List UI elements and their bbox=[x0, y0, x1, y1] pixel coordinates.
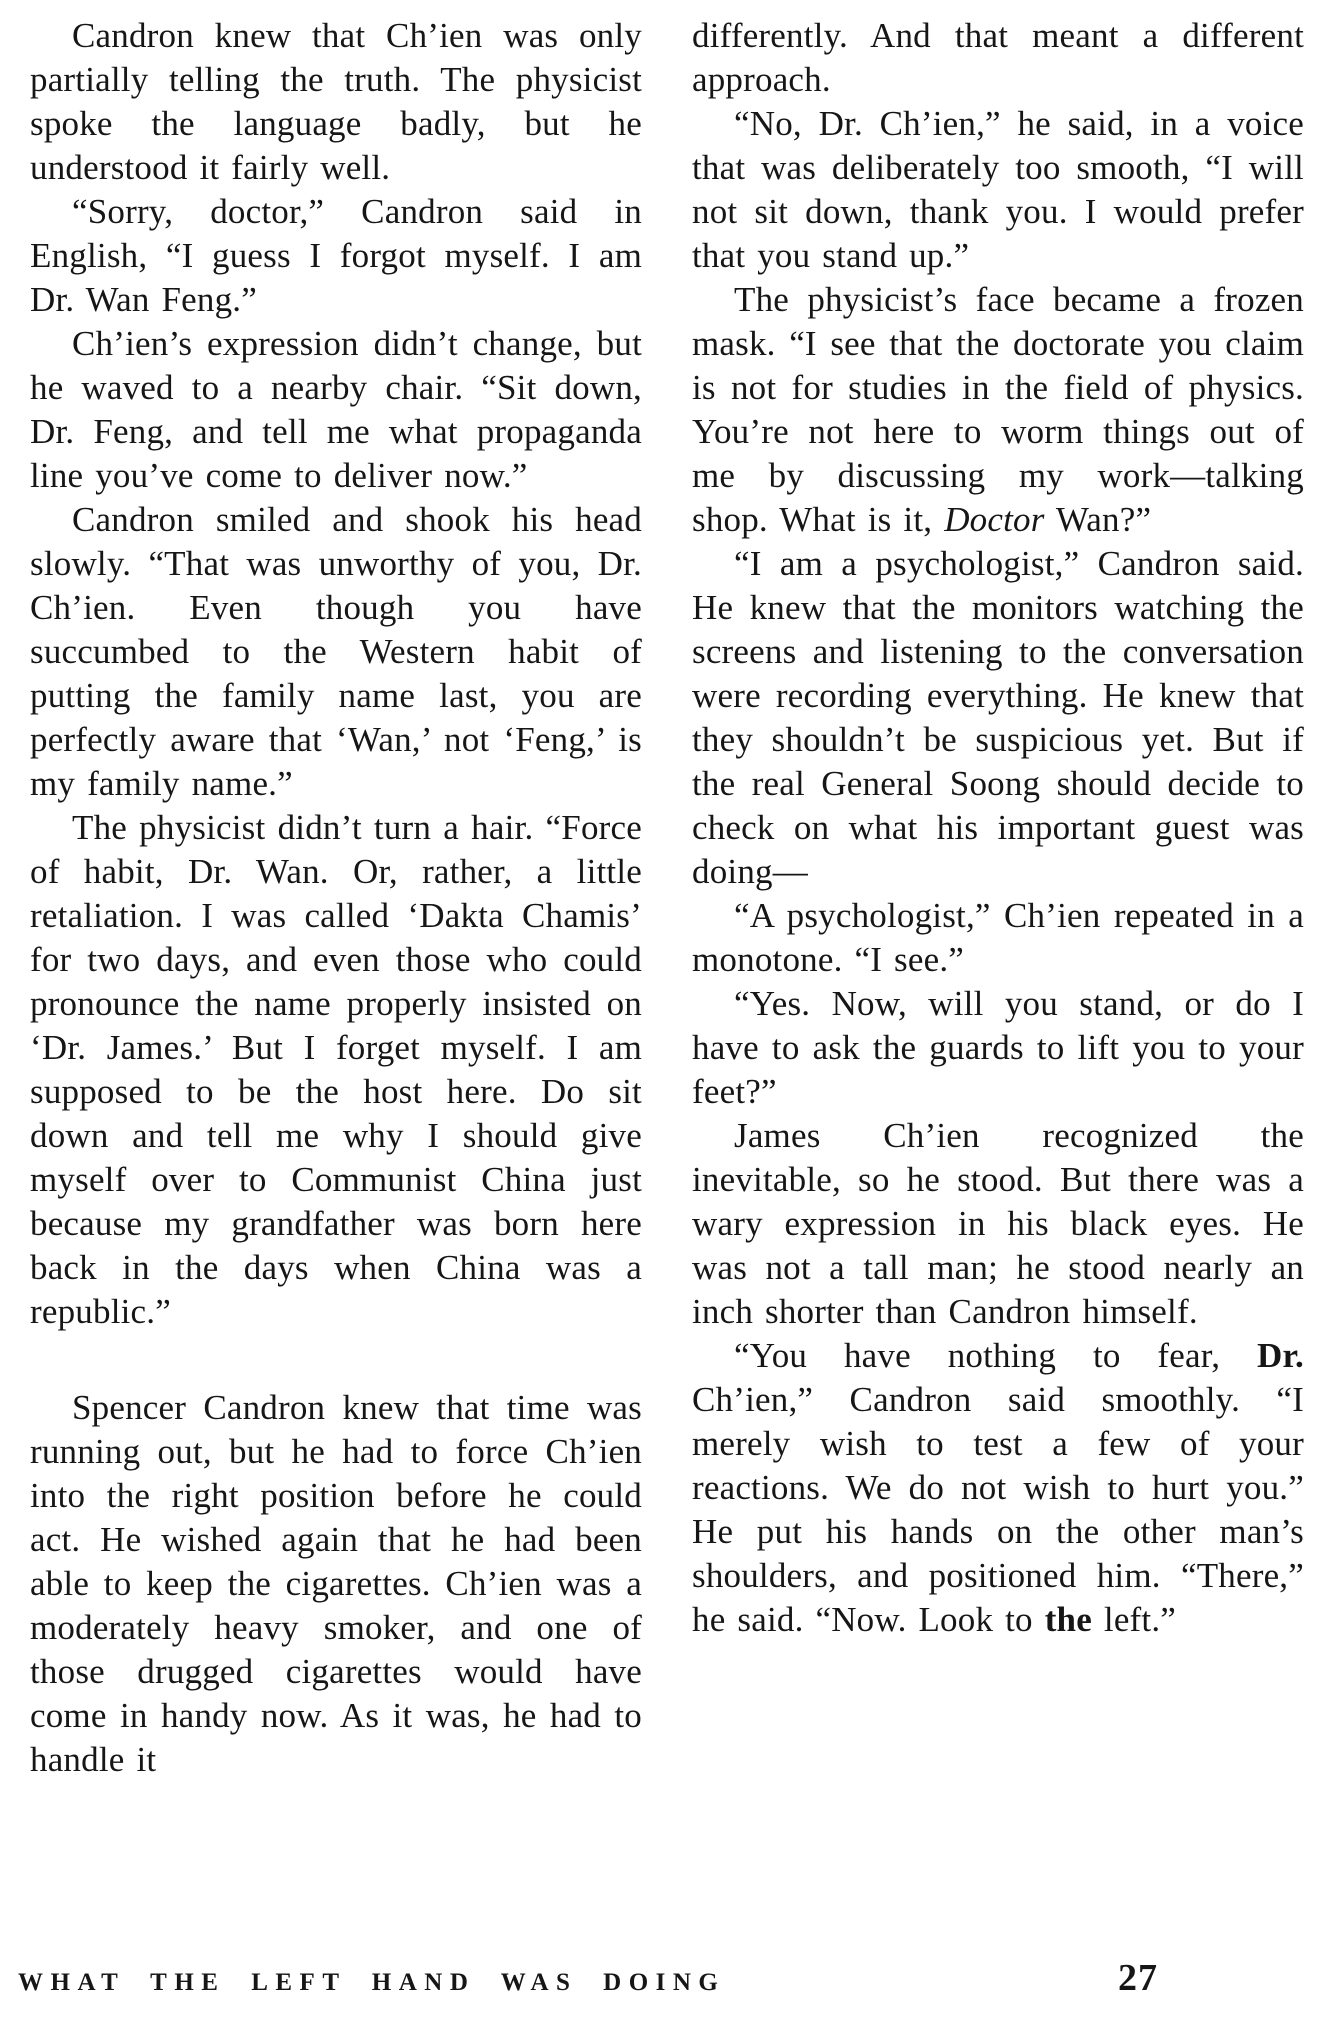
body-text: Wan?” bbox=[1044, 500, 1152, 539]
paragraph bbox=[692, 14, 1304, 102]
paragraph bbox=[692, 894, 1304, 982]
body-text: Candron knew that Ch’ien was only partially telling the truth. The physicist spoke the language badly, but he understood it fairly well. bbox=[30, 16, 642, 187]
paragraph bbox=[30, 498, 642, 806]
paragraph bbox=[692, 982, 1304, 1114]
body-text: Ch’ien,” Candron said smoothly. “I merely wish to test a few of your reactions. We do not wish to hurt you.” He put his hands on the other man’s shoulders, and positioned him. “There,” he said. “Now. Look to bbox=[692, 1380, 1304, 1639]
body-text: The physicist didn’t turn a hair. “Force of habit, Dr. Wan. Or, rather, a little retaliation. I was called ‘Dakta Chamis’ for two days, and even those who could pronounce the name properly insisted on ‘Dr. James.’ But I forget myself. I am supposed to be the host here. Do sit down and tell me why I should give myself over to Communist China just because my grandfather was born here back in the days when China was a republic.” bbox=[30, 808, 642, 1331]
body-text: “I am a psychologist,” Candron said. He knew that the monitors watching the screens and listening to the conversation were recording everything. He knew that they shouldn’t be suspicious yet. But if the real General Soong should decide to check on what his important guest was doing— bbox=[692, 544, 1304, 891]
paragraph bbox=[30, 14, 642, 190]
paragraph bbox=[30, 322, 642, 498]
emphasized-text: Doctor bbox=[944, 500, 1045, 539]
paragraph bbox=[30, 1386, 642, 1782]
left-column bbox=[30, 14, 642, 1938]
paragraph bbox=[692, 102, 1304, 278]
body-text: Spencer Candron knew that time was running out, but he had to force Ch’ien into the right position before he could act. He wished again that he had been able to keep the cigarettes. Ch’ien was a moderately heavy smoker, and one of those drugged cigarettes would have come in handy now. As it was, he had to handle it bbox=[30, 1388, 642, 1779]
body-text: “Yes. Now, will you stand, or do I have to ask the guards to lift you to your feet?” bbox=[692, 984, 1304, 1111]
body-text: left.” bbox=[1091, 1600, 1177, 1639]
paragraph bbox=[692, 1334, 1304, 1642]
body-text: “No, Dr. Ch’ien,” he said, in a voice that was deliberately too smooth, “I will not sit down, thank you. I would prefer that you stand up.” bbox=[692, 104, 1304, 275]
body-text: “Sorry, doctor,” Candron said in English, “I guess I forgot myself. I am Dr. Wan Feng.” bbox=[30, 192, 642, 319]
body-text: “A psychologist,” Ch’ien repeated in a monotone. “I see.” bbox=[692, 896, 1304, 979]
paragraph bbox=[30, 806, 642, 1334]
body-text: The physicist’s face became a frozen mask. “I see that the doctorate you claim is not for studies in the field of physics. You’re not here to worm things out of me by discussing my work—talking shop. What is it, bbox=[692, 280, 1304, 539]
emphasized-text: the bbox=[1044, 1600, 1092, 1639]
right-column bbox=[692, 14, 1304, 1938]
page-number: 27 bbox=[1118, 1957, 1158, 1999]
page-footer bbox=[18, 1956, 1158, 2000]
emphasized-text: Dr. bbox=[1257, 1336, 1304, 1375]
paragraph bbox=[692, 542, 1304, 894]
paragraph bbox=[30, 190, 642, 322]
body-text: Candron smiled and shook his head slowly. “That was unworthy of you, Dr. Ch’ien. Even though you have succumbed to the Western habit of putting the family name last, you are perfectly aware that ‘Wan,’ not ‘Feng,’ is my family name.” bbox=[30, 500, 642, 803]
body-text: James Ch’ien recognized the inevitable, so he stood. But there was a wary expression in his black eyes. He was not a tall man; he stood nearly an inch shorter than Candron himself. bbox=[692, 1116, 1304, 1331]
paragraph bbox=[692, 278, 1304, 542]
running-title: WHAT THE LEFT HAND WAS DOING bbox=[18, 1969, 726, 1996]
text-columns bbox=[30, 14, 1304, 1938]
body-text: “You have nothing to fear, bbox=[734, 1336, 1258, 1375]
paragraph bbox=[692, 1114, 1304, 1334]
body-text: differently. And that meant a different approach. bbox=[692, 16, 1304, 99]
body-text: Ch’ien’s expression didn’t change, but he waved to a nearby chair. “Sit down, Dr. Feng, and tell me what propaganda line you’ve come to deliver now.” bbox=[30, 324, 642, 495]
